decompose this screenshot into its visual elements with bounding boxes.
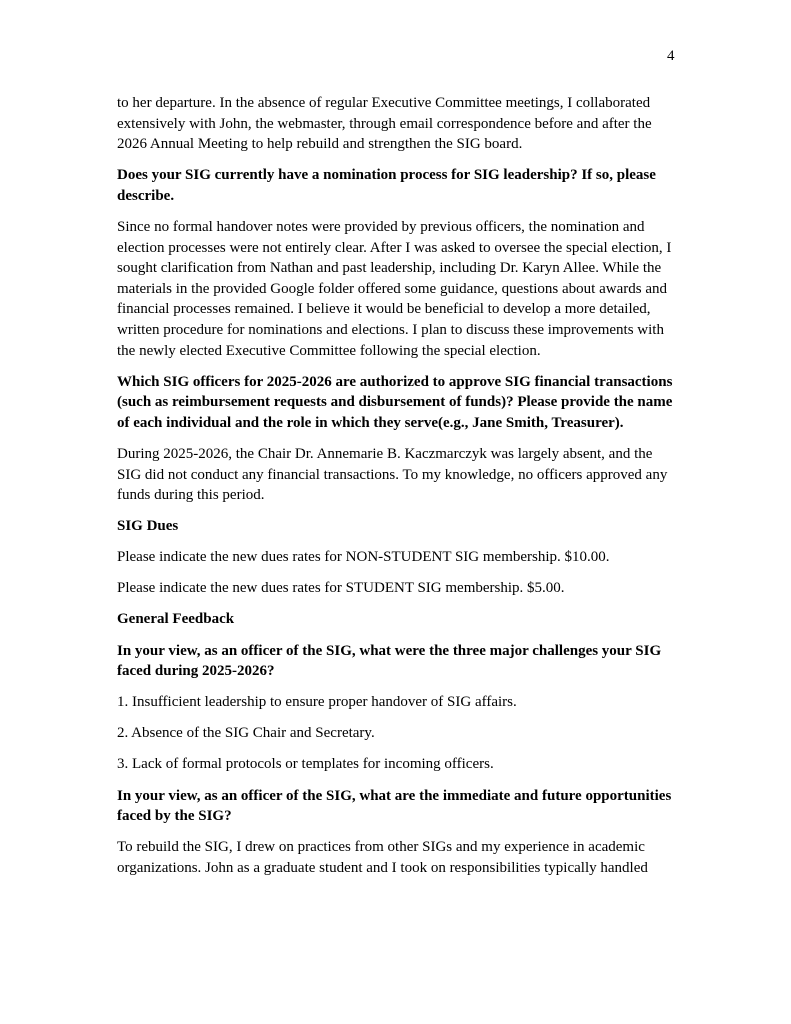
question-opportunities: In your view, as an officer of the SIG, what are the immediate and future opportunities faced by the SIG? [117, 787, 672, 825]
question-financial-officers: Which SIG officers for 2025-2026 are authorized to approve SIG financial transactions (such as reimbursement requests and disbursement of funds)? Please provide the name of each individual and the role in which they serve(e.g., Jane Smith, Treasurer). [117, 373, 673, 431]
question-nomination-process: Does your SIG currently have a nomination process for SIG leadership? If so, please describe. [117, 167, 656, 204]
question-major-challenges: In your view, as an officer of the SIG, what were the three major challenges your SIG faced during 2025-2026? [117, 642, 662, 680]
challenge-item-3: 3. Lack of formal protocols or templates for incoming officers. [117, 756, 494, 773]
challenge-item-1: 1. Insufficient leadership to ensure proper handover of SIG affairs. [117, 694, 517, 711]
answer-financial-officers: During 2025-2026, the Chair Dr. Annemarie B. Kaczmarczyk was largely absent, and the SIG did not conduct any financial transactions. To my knowledge, no officers approved any funds during this period. [117, 445, 668, 504]
section-heading-sig-dues: SIG Dues [117, 518, 179, 535]
answer-nomination-process: Since no formal handover notes were provided by previous officers, the nomination and election processes were not entirely clear. After I was asked to oversee the special election, I sought clarification from Nathan and past leadership, including Dr. Karyn Allee. While the materials in the provided Google folder offered some guidance, questions about awards and financial processes remained. I believe it would be beneficial to develop a more detailed, written procedure for nominations and elections. I plan to discuss these improvements with the newly elected Executive Committee following the special election. [117, 218, 672, 359]
dues-student: Please indicate the new dues rates for STUDENT SIG membership. $5.00. [117, 580, 565, 597]
page-number: 4 [667, 48, 675, 64]
section-heading-general-feedback: General Feedback [117, 611, 235, 628]
dues-non-student: Please indicate the new dues rates for NON-STUDENT SIG membership. $10.00. [117, 549, 610, 566]
paragraph-departure-context: to her departure. In the absence of regular Executive Committee meetings, I collaborated extensively with John, the webmaster, through email correspondence before and after the 2026 Annual Meeting to help rebuild and strengthen the SIG board. [117, 95, 652, 153]
document-body [117, 93, 677, 889]
challenge-item-2: 2. Absence of the SIG Chair and Secretary. [117, 725, 375, 742]
answer-opportunities: To rebuild the SIG, I drew on practices from other SIGs and my experience in academic organizations. John as a graduate student and I took on responsibilities typically handled [117, 839, 648, 876]
